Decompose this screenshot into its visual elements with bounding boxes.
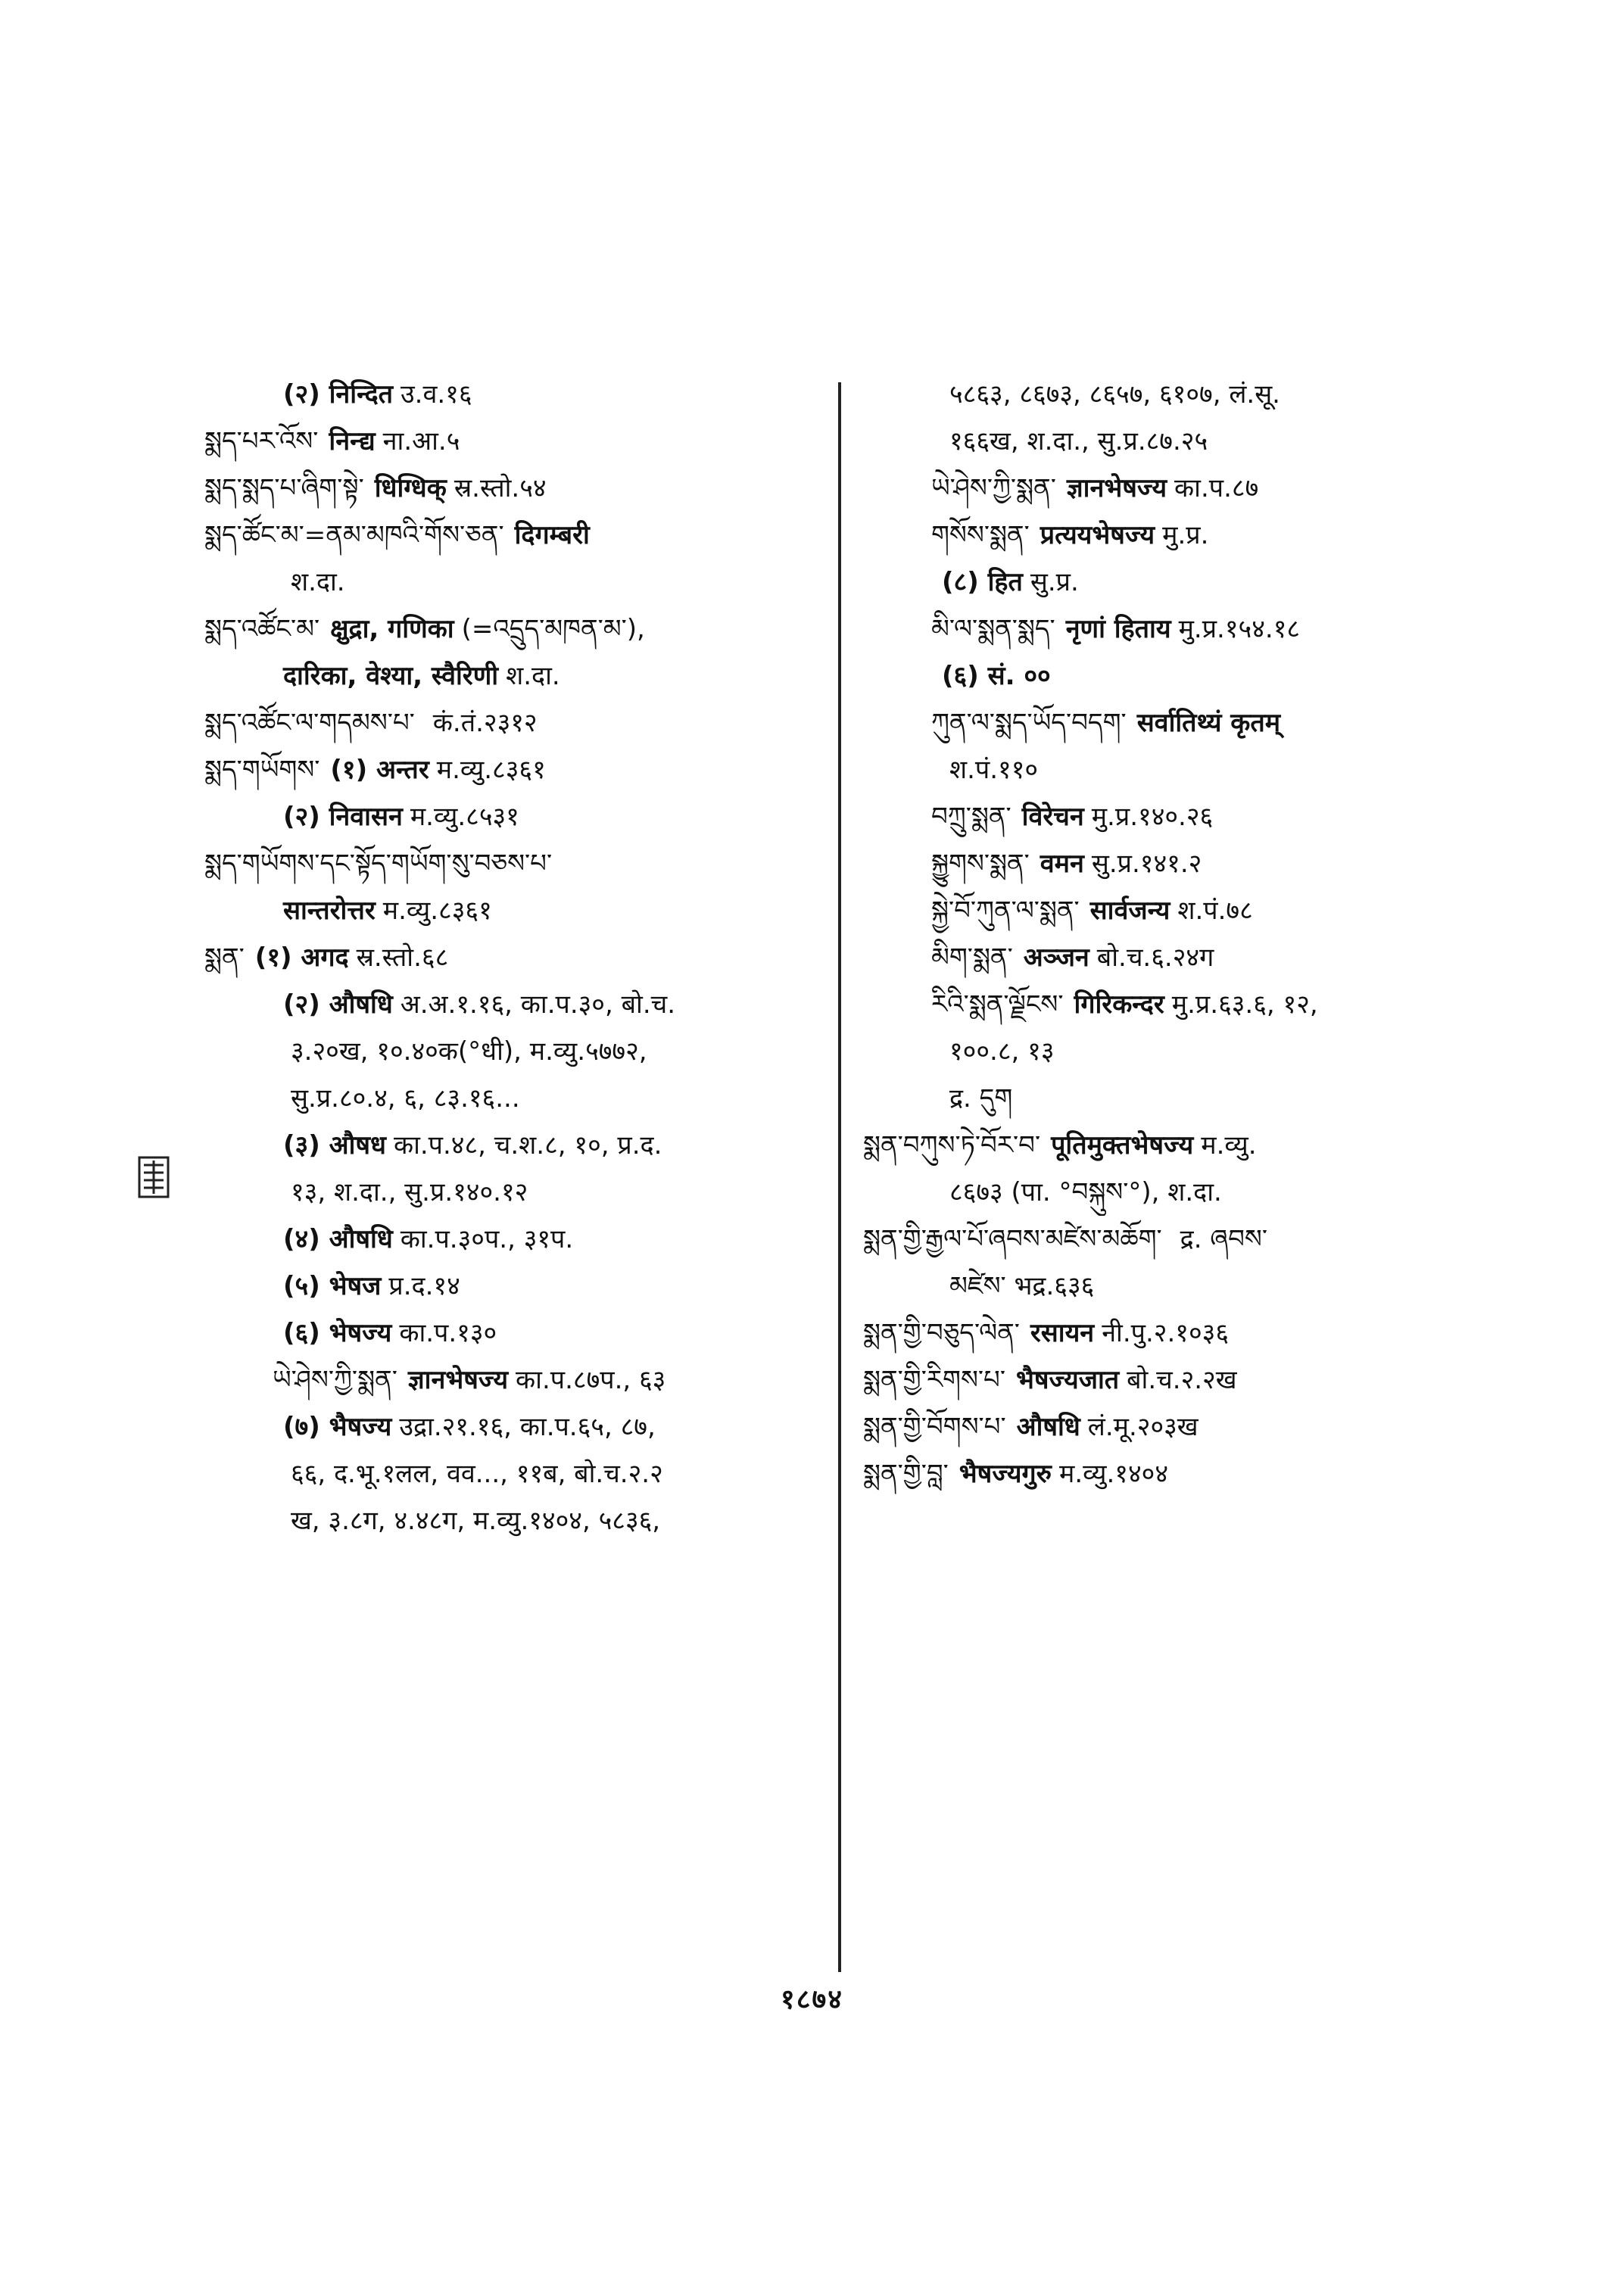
- source-reference: सु.प्र.: [1030, 567, 1079, 597]
- sanskrit-equivalent: (६) भेषज्य: [283, 1318, 392, 1348]
- sanskrit-equivalent: (२) औषधि: [283, 989, 393, 1020]
- sanskrit-equivalent: गिरिकन्दर: [1074, 989, 1164, 1020]
- sanskrit-equivalent: विरेचन: [1021, 802, 1084, 832]
- entry-line: [204, 887, 825, 934]
- entry-line: [863, 887, 1484, 934]
- sanskrit-equivalent: (२) निवासन: [283, 802, 403, 832]
- source-reference: ५८६३, ८६७३, ८६५७, ६१०७, लं.सू.: [949, 379, 1280, 410]
- entry-line: [204, 1450, 825, 1497]
- entry-line: [204, 1263, 825, 1310]
- tibetan-term: གསོས་སྨན་: [931, 520, 1030, 550]
- source-reference: म.व्यु.८३६१: [436, 755, 546, 785]
- entry-line: [863, 1216, 1484, 1263]
- entry-line: [863, 1450, 1484, 1497]
- source-reference: ३.२०ख, १०.४०क(°धी), म.व्यु.५७७२,: [291, 1036, 647, 1067]
- tibetan-term: སྨན་གྱི་བཅུད་ལེན་: [863, 1318, 1020, 1348]
- source-reference: उद्रा.२१.१६, का.प.६५, ८७,: [399, 1412, 656, 1442]
- entry-line: [863, 1169, 1484, 1216]
- source-reference: (=འདྲུད་མཁན་མ་),: [461, 614, 645, 644]
- source-reference: का.प.८७प., ६३: [516, 1365, 666, 1395]
- entry-line: [204, 934, 825, 981]
- source-reference: स्र.स्तो.५४: [454, 473, 547, 503]
- entry-line: [863, 934, 1484, 981]
- entry-line: [863, 465, 1484, 512]
- source-reference: द्र. ཞབས་: [1180, 1224, 1268, 1254]
- entry-line: [863, 746, 1484, 793]
- entry-line: [863, 1263, 1484, 1310]
- source-reference: का.प.८७: [1174, 473, 1259, 503]
- sanskrit-equivalent: वमन: [1040, 849, 1084, 879]
- sanskrit-equivalent: सान्तरोत्तर: [283, 896, 376, 926]
- entry-line: [204, 512, 825, 559]
- sanskrit-equivalent: (५) भेषज: [283, 1271, 382, 1301]
- tibetan-term: སྨན་གྱི་བླ་: [863, 1459, 949, 1489]
- source-reference: बो.च.६.२४ग: [1096, 942, 1214, 973]
- entry-line: [204, 1075, 825, 1122]
- source-reference: स्र.स्तो.६८: [356, 942, 449, 973]
- source-reference: मु.प्र.: [1162, 520, 1209, 550]
- source-reference: མཛེས་ भद्र.६३६: [949, 1271, 1095, 1301]
- sanskrit-equivalent: (२) निन्दित: [283, 379, 394, 410]
- source-reference: म.व्यु.: [1201, 1130, 1257, 1161]
- source-reference: मु.प्र.६३.६, १२,: [1171, 989, 1318, 1020]
- sanskrit-equivalent: (१) अगद: [254, 942, 349, 973]
- source-reference: कं.तं.२३१२: [432, 708, 538, 738]
- entry-line: [204, 699, 825, 746]
- source-reference: सु.प्र.८०.४, ६, ८३.१६...: [291, 1083, 520, 1114]
- tibetan-term: སྨད་འཚོང་མ་: [204, 614, 320, 644]
- entry-line: [204, 606, 825, 653]
- entry-line: [204, 981, 825, 1028]
- source-reference: १६६ख, श.दा., सु.प्र.८७.२५: [949, 426, 1208, 456]
- entry-line: [204, 793, 825, 840]
- margin-mark-icon: [136, 1154, 171, 1200]
- entry-line: [863, 793, 1484, 840]
- entry-line: [863, 840, 1484, 887]
- entry-line: [204, 1169, 825, 1216]
- entry-line: [863, 653, 1484, 699]
- sanskrit-equivalent: धिग्धिक्: [374, 473, 447, 503]
- sanskrit-equivalent: नृणां हिताय: [1065, 614, 1171, 644]
- source-reference: नी.पु.२.१०३६: [1102, 1318, 1229, 1348]
- entry-line: [204, 653, 825, 699]
- sanskrit-equivalent: क्षुद्रा, गणिका: [330, 614, 454, 644]
- left-column: [204, 371, 825, 1544]
- sanskrit-equivalent: (६) सं. ००: [942, 661, 1051, 691]
- tibetan-term: ཡེ་ཤེས་ཀྱི་སྨན་: [931, 473, 1056, 503]
- entry-line: [204, 371, 825, 418]
- source-reference: १३, श.दा., सु.प्र.१४०.१२: [291, 1177, 528, 1207]
- entry-line: [204, 746, 825, 793]
- tibetan-term: སྐྱུགས་སྨན་: [931, 849, 1030, 879]
- tibetan-term: སྨན་: [204, 942, 245, 973]
- entry-line: [863, 1404, 1484, 1450]
- sanskrit-equivalent: (३) औषध: [283, 1130, 386, 1161]
- entry-line: [863, 606, 1484, 653]
- entry-line: [863, 559, 1484, 606]
- sanskrit-equivalent: पूतिमुक्तभेषज्य: [1051, 1130, 1194, 1161]
- entry-line: [863, 512, 1484, 559]
- entry-line: [863, 371, 1484, 418]
- source-reference: अ.अ.१.१६, का.प.३०, बो.च.: [400, 989, 676, 1020]
- source-reference: श.पं.११०: [949, 755, 1039, 785]
- entry-line: [204, 1357, 825, 1404]
- source-reference: प्र.द.१४: [388, 1271, 460, 1301]
- sanskrit-equivalent: रसायन: [1030, 1318, 1095, 1348]
- source-reference: मु.प्र.१५४.१८: [1178, 614, 1301, 644]
- sanskrit-equivalent: प्रत्ययभेषज्य: [1040, 520, 1155, 550]
- entry-line: [863, 981, 1484, 1028]
- tibetan-term: སྨན་གྱི་རིགས་པ་: [863, 1365, 1005, 1395]
- sanskrit-equivalent: भैषज्यजात: [1016, 1365, 1120, 1395]
- tibetan-term: བཀྲུ་སྨན་: [931, 802, 1011, 832]
- tibetan-term: ཡེ་ཤེས་ཀྱི་སྨན་: [273, 1365, 397, 1395]
- source-reference: म.व्यु.१४०४: [1058, 1459, 1168, 1489]
- entry-line: [863, 699, 1484, 746]
- entry-line: [204, 840, 825, 887]
- source-reference: का.प.३०प., ३१प.: [400, 1224, 574, 1254]
- source-reference: ख, ३.८ग, ४.४८ग, म.व्यु.१४०४, ५८३६,: [291, 1506, 661, 1536]
- source-reference: का.प.४८, च.श.८, १०, प्र.द.: [393, 1130, 662, 1161]
- source-reference: श.दा.: [506, 661, 560, 691]
- tibetan-term: སྨད་སྨད་པ་ཞིག་སྟེ་: [204, 473, 364, 503]
- source-reference: लं.मू.२०३ख: [1087, 1412, 1199, 1442]
- source-reference: द्र. དུག: [949, 1083, 1013, 1114]
- sanskrit-equivalent: ज्ञानभेषज्य: [1066, 473, 1167, 503]
- source-reference: म.व्यु.८५३१: [410, 802, 519, 832]
- tibetan-term: མི་ལ་སྨན་སྨད་: [931, 614, 1055, 644]
- page-number: १८७४: [781, 1984, 843, 2015]
- tibetan-term: སྨན་གྱི་རྒྱལ་པོ་ཞབས་མཛེས་མཆོག་: [863, 1224, 1162, 1254]
- entry-line: [204, 418, 825, 465]
- tibetan-term: སྨད་ཚོང་མ་=ནམ་མཁའི་གོས་ཅན་: [204, 520, 504, 550]
- entry-line: [204, 1216, 825, 1263]
- sanskrit-equivalent: (७) भैषज्य: [283, 1412, 392, 1442]
- source-reference: ६६, द.भू.१लल, वव..., ११ब, बो.च.२.२: [291, 1459, 663, 1489]
- sanskrit-equivalent: निन्द्य: [329, 426, 376, 456]
- entry-line: [863, 418, 1484, 465]
- tibetan-term: སྨད་གཡོགས་: [204, 755, 320, 785]
- sanskrit-equivalent: सार्वजन्य: [1089, 896, 1170, 926]
- source-reference: मु.प्र.१४०.२६: [1091, 802, 1214, 832]
- tibetan-term: མིག་སྨན་: [931, 942, 1013, 973]
- tibetan-term: རིའི་སྨན་ལྗོངས་: [931, 989, 1064, 1020]
- source-reference: १००.८, १३: [949, 1036, 1055, 1067]
- entry-line: [863, 1357, 1484, 1404]
- column-divider: [838, 382, 841, 1972]
- tibetan-term: སྨད་འཚོང་ལ་གདམས་པ་: [204, 708, 415, 738]
- entry-line: [863, 1028, 1484, 1075]
- tibetan-term: སྐྱེ་བོ་ཀུན་ལ་སྨན་: [931, 896, 1080, 926]
- sanskrit-equivalent: भैषज्यगुरु: [959, 1459, 1052, 1489]
- source-reference: सु.प्र.१४१.२: [1091, 849, 1202, 879]
- sanskrit-equivalent: (१) अन्तर: [330, 755, 429, 785]
- entry-line: [863, 1310, 1484, 1357]
- sanskrit-equivalent: ज्ञानभेषज्य: [407, 1365, 509, 1395]
- entry-line: [204, 1404, 825, 1450]
- source-reference: श.पं.७८: [1177, 896, 1253, 926]
- entry-line: [204, 1122, 825, 1169]
- entry-line: [863, 1075, 1484, 1122]
- sanskrit-equivalent: (८) हित: [942, 567, 1023, 597]
- tibetan-term: ཀུན་ལ་སྨད་ཡོད་བདག་: [931, 708, 1127, 738]
- sanskrit-equivalent: दारिका, वेश्या, स्वैरिणी: [283, 661, 499, 691]
- source-reference: म.व्यु.८३६१: [382, 896, 492, 926]
- source-reference: का.प.१३०: [399, 1318, 497, 1348]
- sanskrit-equivalent: सर्वातिथ्यं कृतम्: [1136, 708, 1281, 738]
- entry-line: [204, 1028, 825, 1075]
- right-column: [863, 371, 1484, 1497]
- source-reference: ना.आ.५: [382, 426, 460, 456]
- entry-line: [204, 465, 825, 512]
- source-reference: श.दा.: [291, 567, 345, 597]
- tibetan-term: སྨན་གྱི་བོགས་པ་: [863, 1412, 1006, 1442]
- entry-line: [204, 1497, 825, 1544]
- tibetan-term: སྨད་པར་འོས་: [204, 426, 319, 456]
- source-reference: उ.व.१६: [401, 379, 472, 410]
- sanskrit-equivalent: दिगम्बरी: [514, 520, 590, 550]
- tibetan-term: སྨན་བཀུས་ཏེ་བོར་བ་: [863, 1130, 1041, 1161]
- source-reference: ८६७३ (पा. °བསྐུས་°), श.दा.: [949, 1177, 1222, 1207]
- sanskrit-equivalent: अञ्जन: [1023, 942, 1089, 973]
- sanskrit-equivalent: औषधि: [1016, 1412, 1080, 1442]
- entry-line: [204, 1310, 825, 1357]
- tibetan-term: སྨད་གཡོགས་དང་སྟོད་གཡོག་སུ་བཅས་པ་: [204, 849, 553, 879]
- sanskrit-equivalent: (४) औषधि: [283, 1224, 393, 1254]
- source-reference: बो.च.२.२ख: [1127, 1365, 1237, 1395]
- entry-line: [204, 559, 825, 606]
- entry-line: [863, 1122, 1484, 1169]
